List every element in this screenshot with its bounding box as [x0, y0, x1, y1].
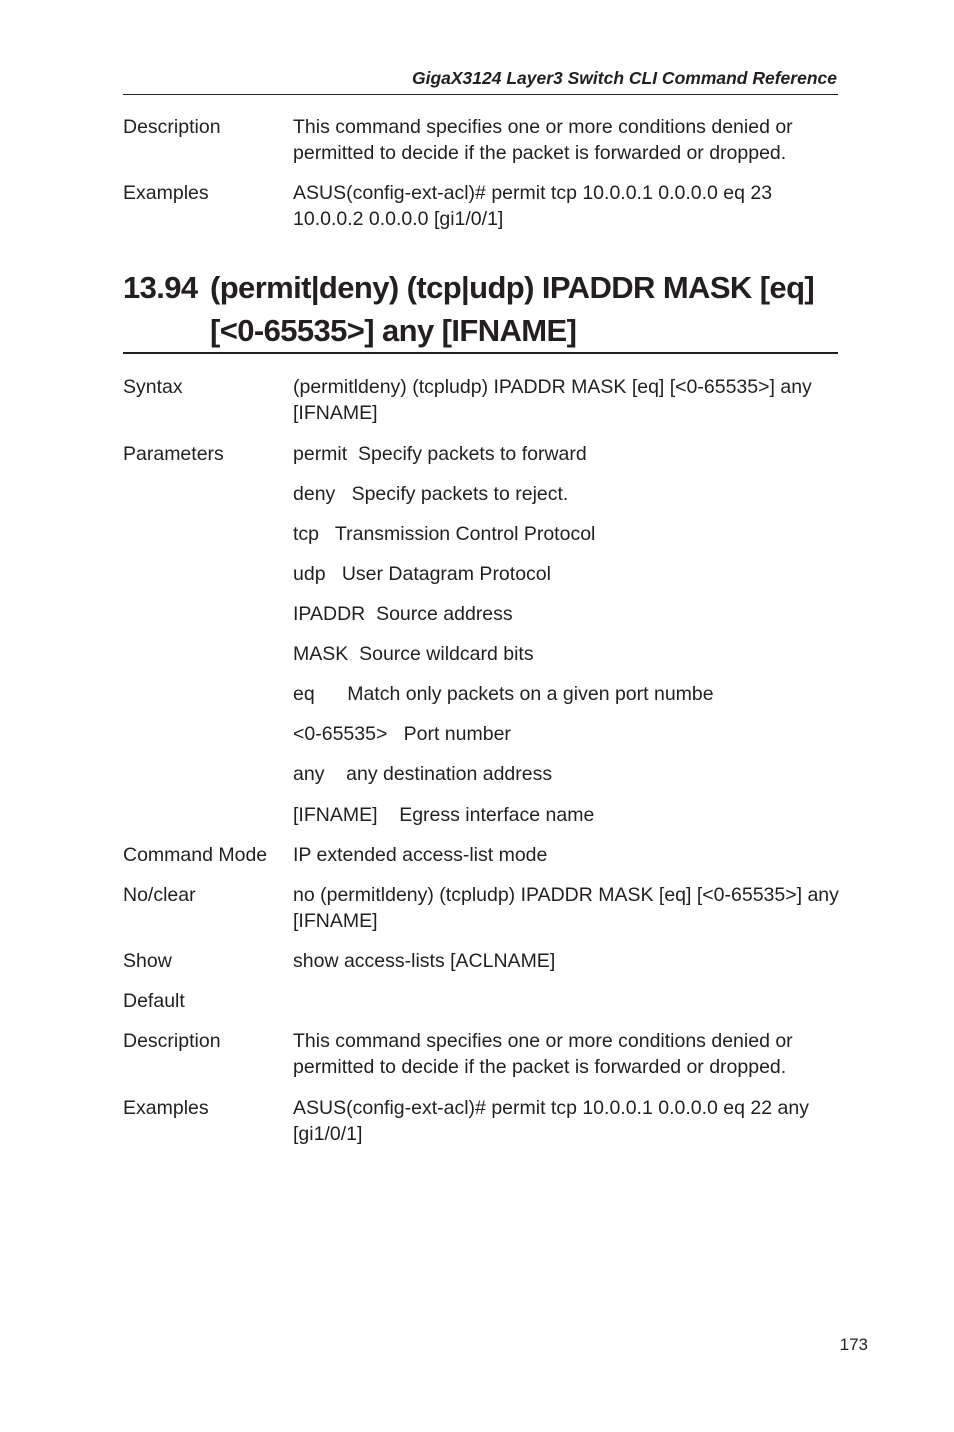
parameter-desc: Specify packets to forward [358, 443, 587, 465]
parameters-label: Parameters [123, 443, 224, 465]
parameter-item [293, 761, 841, 787]
command-mode-text: IP extended access-list mode [293, 844, 548, 866]
top-examples-text: ASUS(config-ext-acl)# permit tcp 10.0.0.1 0.0.0.0 eq 23 10.0.0.2 0.0.0.0 [gi1/0/1] [293, 182, 773, 230]
parameter-desc: Transmission Control Protocol [334, 523, 596, 545]
parameter-item [293, 601, 841, 627]
parameter-name: eq [293, 683, 315, 705]
top-examples-label: Examples [123, 182, 209, 204]
parameter-name: tcp [293, 523, 320, 545]
parameter-item [293, 561, 841, 587]
page-number: 173 [839, 1335, 868, 1354]
parameter-desc: Source address [376, 603, 513, 625]
parameter-item [293, 641, 841, 667]
examples-text: ASUS(config-ext-acl)# permit tcp 10.0.0.1 0.0.0.0 eq 22 any [gi1/0/1] [293, 1097, 809, 1145]
examples-label: Examples [123, 1097, 209, 1119]
description-label: Description [123, 1030, 221, 1052]
description-text: This command specifies one or more conditions denied or permitted to decide if the packet is forwarded or dropped. [293, 1030, 793, 1078]
parameter-item [293, 721, 841, 747]
parameter-item [293, 441, 841, 467]
parameter-desc: Match only packets on a given port numbe [347, 683, 714, 705]
top-description-text: This command specifies one or more conditions denied or permitted to decide if the packet is forwarded or dropped. [293, 116, 793, 164]
default-label: Default [123, 990, 185, 1012]
parameter-name: udp [293, 563, 326, 585]
parameter-desc: Egress interface name [399, 804, 595, 826]
section-title: (permit|deny) (tcp|udp) IPADDR MASK [eq] [<0-65535>] any [IFNAME] [210, 270, 815, 348]
parameter-desc: Specify packets to reject. [351, 483, 569, 505]
no-clear-text: no (permitldeny) (tcpludp) IPADDR MASK [eq] [<0-65535>] any [IFNAME] [293, 884, 839, 932]
parameter-name: MASK [293, 643, 349, 665]
parameter-desc: Source wildcard bits [359, 643, 534, 665]
parameter-name: IPADDR [293, 603, 366, 625]
no-clear-label: No/clear [123, 884, 196, 906]
syntax-label: Syntax [123, 376, 183, 398]
parameter-name: any [293, 763, 325, 785]
parameter-item [293, 681, 841, 707]
show-text: show access-lists [ACLNAME] [293, 950, 556, 972]
parameter-item [293, 481, 841, 507]
parameter-desc: any destination address [346, 763, 553, 785]
show-label: Show [123, 950, 172, 972]
parameter-name: <0-65535> [293, 723, 388, 745]
command-mode-label: Command Mode [123, 844, 268, 866]
header-rule [123, 94, 838, 95]
top-description-label: Description [123, 116, 221, 138]
parameter-name: deny [293, 483, 336, 505]
parameter-desc: User Datagram Protocol [341, 563, 551, 585]
running-header: GigaX3124 Layer3 Switch CLI Command Reference [411, 68, 837, 88]
parameter-item [293, 521, 841, 547]
parameter-desc: Port number [403, 723, 511, 745]
parameter-item [293, 802, 841, 828]
section-number: 13.94 [123, 270, 198, 305]
parameter-name: [IFNAME] [293, 804, 378, 826]
parameter-name: permit [293, 443, 348, 465]
section-rule [123, 352, 838, 354]
syntax-text: (permitldeny) (tcpludp) IPADDR MASK [eq] [<0-65535>] any [IFNAME] [293, 376, 812, 424]
